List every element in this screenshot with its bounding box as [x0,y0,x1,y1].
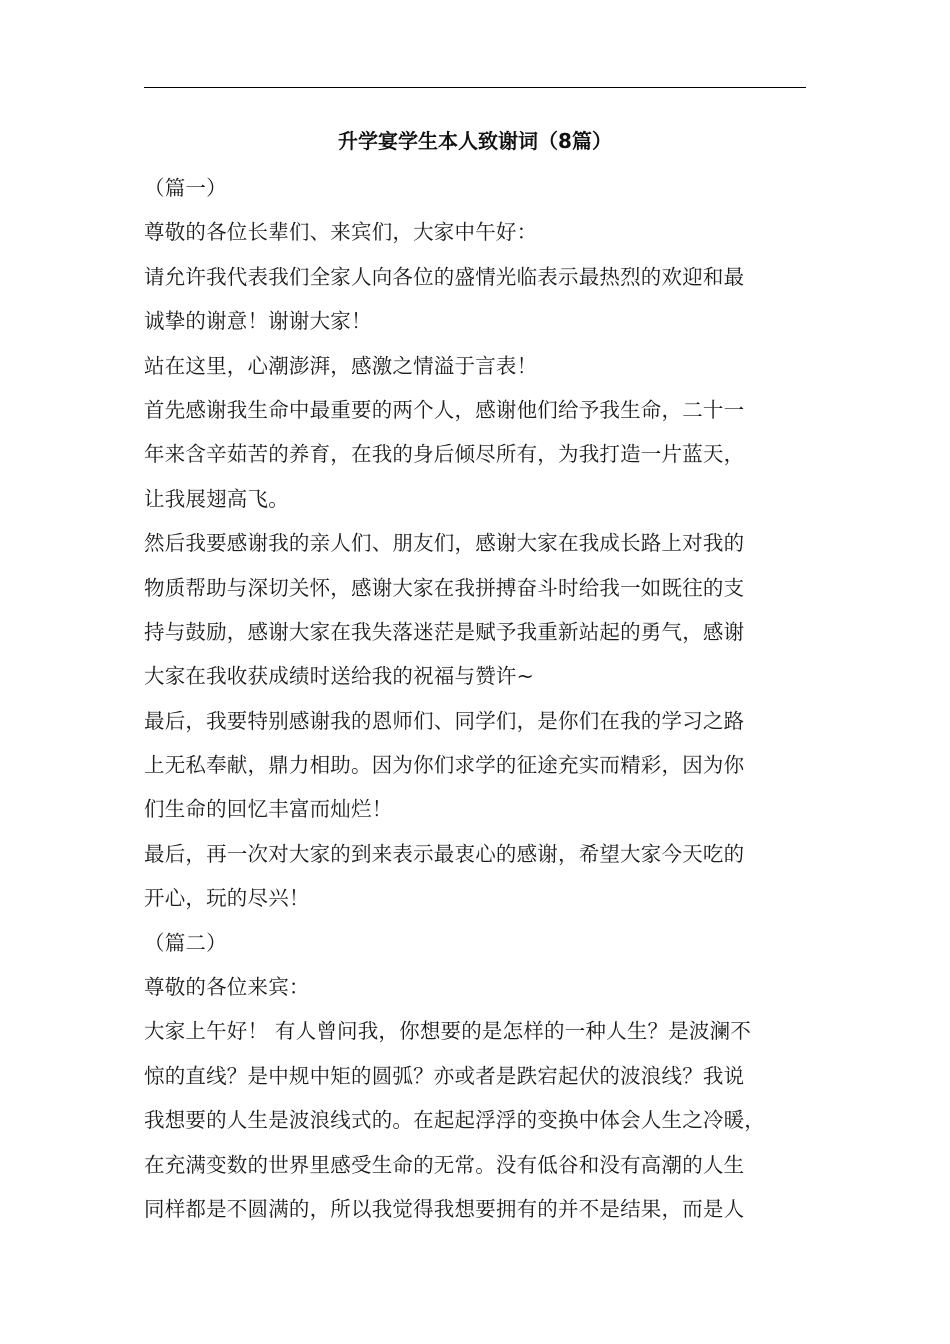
text-line: 惊的直线？是中规中矩的圆弧？亦或者是跌宕起伏的波浪线？我说 [144,1063,745,1088]
text-line: 同样都是不圆满的，所以我觉得我想要拥有的并不是结果，而是人 [144,1196,745,1221]
document-title: 升学宴学生本人致谢词（8篇） [338,129,612,153]
text-line: 在充满变数的世界里感受生命的无常。没有低谷和没有高潮的人生 [144,1152,745,1177]
text-line: 然后我要感谢我的亲人们、朋友们，感谢大家在我成长路上对我的 [144,531,745,556]
text-line: 尊敬的各位来宾： [144,975,310,1000]
text-line: 站在这里，心潮澎湃，感激之情溢于言表！ [144,353,538,378]
text-line: 我想要的人生是波浪线式的。在起起浮浮的变换中体会人生之冷暖， [144,1108,765,1133]
text-line: 持与鼓励，感谢大家在我失落迷茫是赋予我重新站起的勇气，感谢 [144,619,745,644]
text-line: 最后，我要特别感谢我的恩师们、同学们，是你们在我的学习之路 [144,708,745,733]
text-line: 年来含辛茹苦的养育，在我的身后倾尽所有，为我打造一片蓝天， [144,442,745,467]
text-line: 大家在我收获成绩时送给我的祝福与赞许~ [144,664,534,689]
text-line: 物质帮助与深切关怀，感谢大家在我拼搏奋斗时给我一如既往的支 [144,575,745,600]
text-line: （篇二） [144,930,227,955]
text-line: 最后，再一次对大家的到来表示最衷心的感谢，希望大家今天吃的 [144,841,745,866]
text-line: 首先感谢我生命中最重要的两个人，感谢他们给予我生命，二十一 [144,397,745,422]
text-line: （篇一） [144,176,227,200]
text-line: 们生命的回忆丰富而灿烂！ [144,797,393,822]
document-body [144,166,816,1231]
text-line: 开心，玩的尽兴！ [144,886,310,911]
text-line: 上无私奉献，鼎力相助。因为你们求学的征途充实而精彩，因为你 [144,753,745,778]
text-line: 诚挚的谢意！谢谢大家！ [144,309,372,334]
text-line: 尊敬的各位长辈们、来宾们，大家中午好： [144,220,538,245]
text-line: 大家上午好！ 有人曾问我，你想要的是怎样的一种人生？是波澜不 [144,1019,752,1044]
text-line: 请允许我代表我们全家人向各位的盛情光临表示最热烈的欢迎和最 [144,264,745,289]
text-line: 让我展翅高飞。 [144,486,289,511]
header-rule [144,87,806,88]
